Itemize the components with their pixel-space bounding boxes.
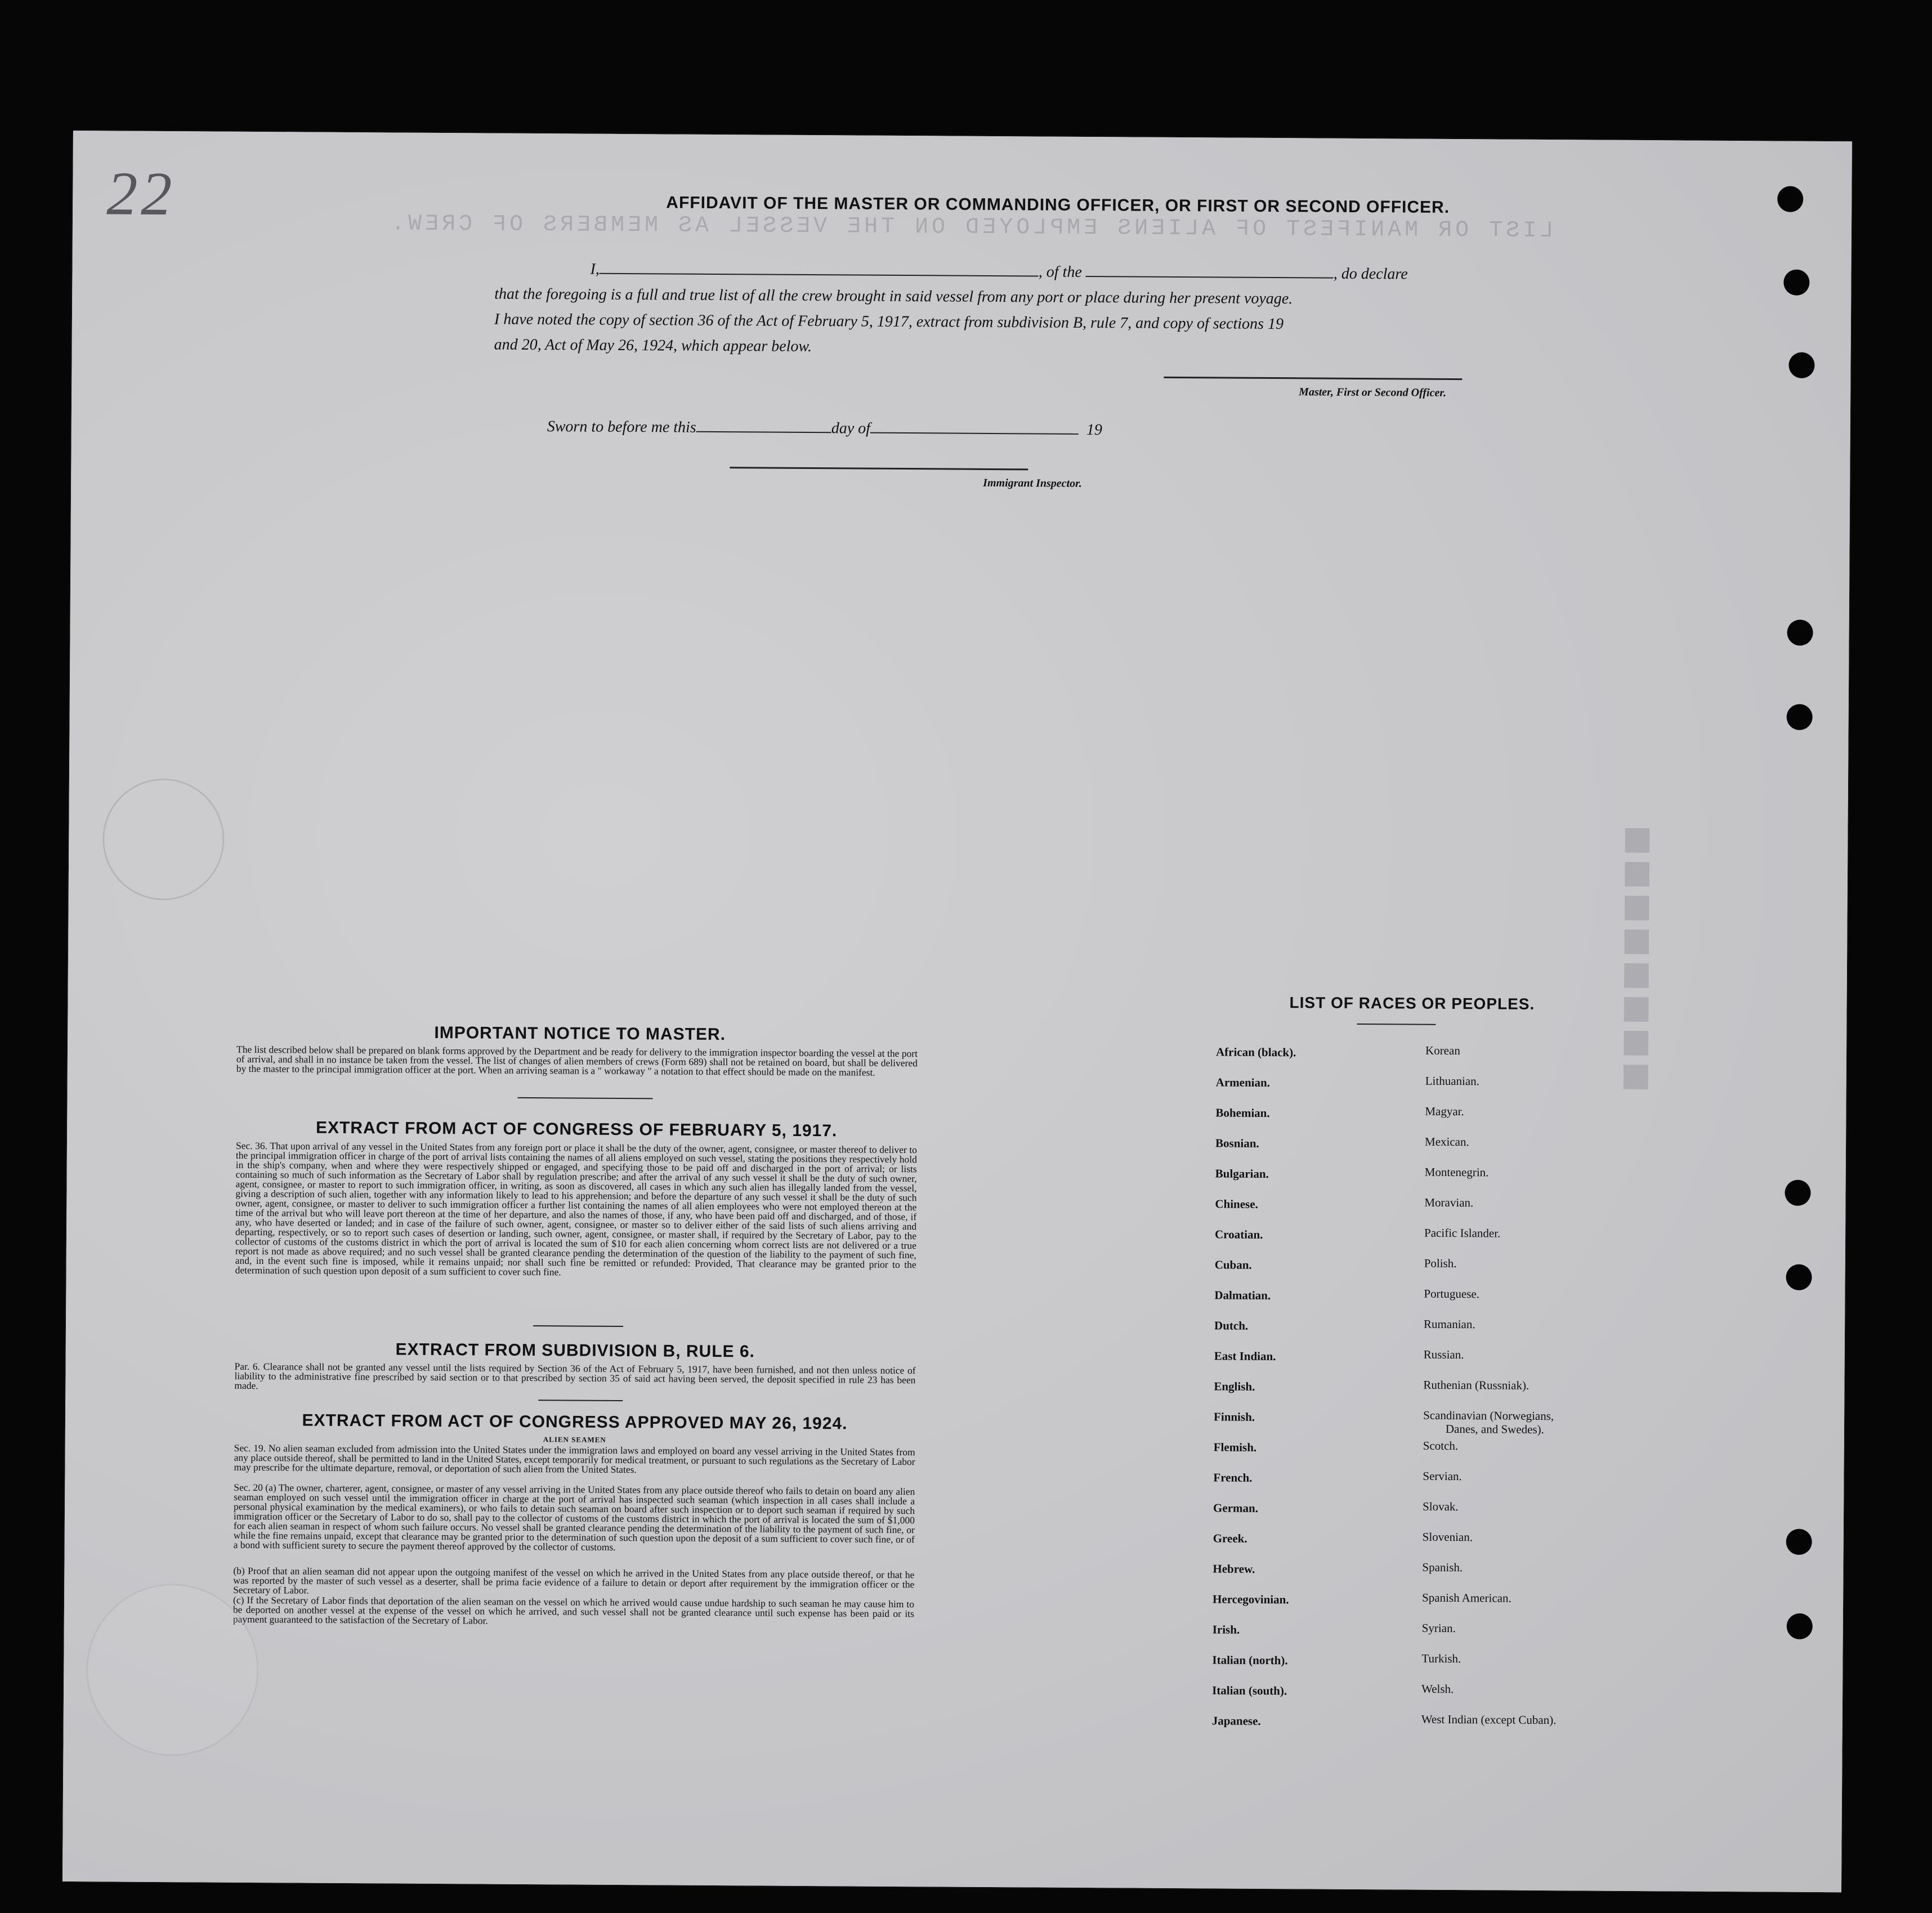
race-item: Finnish. [1214, 1410, 1255, 1424]
race-item: Magyar. [1425, 1104, 1464, 1119]
race-item: Croatian. [1214, 1227, 1263, 1241]
race-item: German. [1213, 1501, 1259, 1515]
race-item: Moravian. [1424, 1195, 1474, 1210]
race-item: Pacific Islander. [1424, 1226, 1501, 1240]
year-prefix: 19 [1086, 421, 1103, 439]
punch-hole [1786, 1529, 1812, 1555]
race-item: Hercegovinian. [1213, 1592, 1289, 1607]
extract-1924-title: EXTRACT FROM ACT OF CONGRESS APPROVED MAY 26, 1924. [302, 1411, 848, 1433]
race-item: French. [1213, 1470, 1253, 1485]
rule6-divider [538, 1400, 623, 1401]
race-item: Cuban. [1214, 1258, 1252, 1272]
race-item-continued: Danes, and Swedes). [1445, 1422, 1544, 1437]
sworn-label: Sworn to before me this [547, 418, 696, 436]
race-item: Bosnian. [1215, 1136, 1259, 1150]
affidavit-line-4: and 20, Act of May 26, 1924, which appear below. [494, 336, 812, 356]
bleed-through-header: LIST OR MANIFEST OF ALIENS EMPLOYED ON THE VESSEL AS MEMBERS OF CREW. [387, 211, 1554, 244]
race-item: Slovak. [1423, 1499, 1459, 1514]
punch-hole [1788, 352, 1814, 378]
inspector-signature-label: Immigrant Inspector. [983, 476, 1082, 490]
embossed-seal [102, 778, 225, 900]
master-signature-label: Master, First or Second Officer. [1299, 386, 1447, 399]
race-item: Bohemian. [1215, 1106, 1270, 1120]
affidavit-line-3: I have noted the copy of section 36 of the Act of February 5, 1917, extract from subdivision B, rule 7, and copy of sections 19 [494, 310, 1284, 333]
of-the-label: , of the [1038, 263, 1082, 281]
race-item: Ruthenian (Russniak). [1423, 1378, 1530, 1392]
race-item: English. [1214, 1379, 1255, 1393]
race-item: Slovenian. [1422, 1530, 1473, 1544]
extract-1917-body: Sec. 36. That upon arrival of any vessel in the United States from any foreign port or place it shall be the duty of the owner, agent, consignee, or master thereof to deliver to the principal immigration officer in charge of the port of arrival lists containing the names of all aliens employed on such vessel, stating the positions they respectively hold in the ship's company, when and where they were respectively shipped or engaged, and specifying those to be paid off and discharged in the port of arrival; or lists containing so much of such information as the Secretary of Labor shall by regulation prescribe; and after the arrival of any such vessel it shall be the duty of such owner, agent, consignee, or master to report to such immigration officer, in writing, as soon as discovered, all cases in which any such alien has illegally landed from the vessel, giving a description of such alien, together with any information likely to lead to his apprehension; and before the departure of any such vessel it shall be the duty of such owner, agent, consignee, or master to deliver to such immigration officer a further list containing the names of all alien employees who were not employed thereon at the time of the arrival but who will leave port thereon at the time of her departure, and also the names of those, if any, who have been paid off and discharged, and of those, if any, who have deserted or landed; and in case of the failure of such owner, agent, consignee, or master so to deliver either of the said lists of such aliens arriving and departing, respectively, or so to report such cases of desertion or landing, such owner, agent, consignee, or master shall, if required by the Secretary of Labor, pay to the collector of customs of the customs district in which the port of arrival is located the sum of $10 for each alien concerning whom correct lists are not delivered or a true report is not made as above required; and no such vessel shall be granted clearance pending the determination of the question of the liability to the payment of such fine, and, in the event such fine is imposed, while it remains unpaid; nor shall such fine be remitted or refunded: Provided, That clearance may be granted prior to the determination of such question upon deposit of a sum sufficient to cover such fine. [235, 1139, 918, 1278]
race-item: East Indian. [1214, 1349, 1276, 1364]
extract-1917-divider [533, 1325, 623, 1327]
sec20b-body: (b) Proof that an alien seaman did not appear upon the outgoing manifest of the vessel on which he arrived in the United States from any place outside thereof, or that he was reported by the master of such vessel as a deserter, shall be prima facie evidence of a failure to detain or deport after requirement by the immigration officer or the Secretary of Labor. [233, 1565, 915, 1596]
affidavit-line-1 [590, 261, 1541, 284]
race-item: Welsh. [1421, 1682, 1454, 1696]
punch-hole [1783, 270, 1809, 296]
race-item: Korean [1425, 1043, 1460, 1058]
extract-1917-title: EXTRACT FROM ACT OF CONGRESS OF FEBRUARY 5, 1917. [315, 1118, 838, 1141]
officer-name-blank [600, 273, 1039, 277]
race-item: Flemish. [1213, 1440, 1257, 1454]
race-item: Russian. [1423, 1347, 1464, 1362]
do-declare-label: , do declare [1333, 265, 1408, 283]
i-label: I, [590, 260, 600, 278]
race-item: Bulgarian. [1215, 1166, 1269, 1181]
race-item: Rumanian. [1424, 1317, 1475, 1331]
month-blank [870, 432, 1079, 435]
sworn-line [547, 418, 1102, 439]
punch-hole [1777, 186, 1803, 212]
race-item: Hebrew. [1213, 1562, 1255, 1576]
embossed-seal-lower [86, 1583, 259, 1756]
document-sheet [62, 131, 1852, 1892]
sec20a-body: Sec. 20 (a) The owner, charterer, agent, consignee, or master of any vessel arriving in the United States from any place outside thereof who fails to detain on board any alien seaman employed on such vessel until the immigration officer in charge at the port of arrival has inspected such seaman (which inspection in all cases shall include a personal physical examination by the medical examiners), or who fails to detain such seaman on board after such inspection or to deport such seaman if required by such immigration officer or the Secretary of Labor to do so, shall pay to the collector of customs of the customs district in which the port of arrival is located the sum of $1,000 for each alien seaman in respect of whom such failure occurs. No vessel shall be granted clearance pending the determination of the liability to the payment of such fine, or while the fine remains unpaid, except that clearance may be granted prior to the determination of such question upon the deposit of a sum sufficient to cover such fine, or of a bond with sufficient surety to secure the payment thereof approved by the collector of customs. [233, 1481, 915, 1553]
race-item: Syrian. [1421, 1621, 1456, 1635]
day-blank [696, 431, 831, 433]
rule6-title: EXTRACT FROM SUBDIVISION B, RULE 6. [395, 1340, 755, 1361]
race-item: Greek. [1213, 1531, 1247, 1545]
race-item: Japanese. [1211, 1714, 1261, 1728]
race-item: Portuguese. [1424, 1286, 1480, 1301]
bleed-through-stamp: ■■■■■■■■ [1609, 821, 1669, 1093]
notice-title: IMPORTANT NOTICE TO MASTER. [434, 1023, 726, 1044]
race-item: Armenian. [1215, 1075, 1271, 1090]
race-item: Italian (north). [1212, 1653, 1288, 1668]
rule6-body: Par. 6. Clearance shall not be granted any vessel until the lists required by Section 36 of the Act of February 5, 1917, have been furnished, and not then unless notice of liability to the administrative fine prescribed by said section or to that prescribed by section 35 of said act having been served, the deposit specified in rule 23 has been made. [234, 1360, 916, 1392]
inspector-signature-line [730, 467, 1028, 470]
races-title: LIST OF RACES OR PEOPLES. [1289, 994, 1535, 1013]
extract-1924-subtitle: ALIEN SEAMEN [543, 1435, 606, 1444]
races-divider [1357, 1023, 1435, 1025]
punch-hole [1786, 1264, 1812, 1290]
position-blank [1086, 276, 1334, 279]
sec20c-body: (c) If the Secretary of Labor finds that deportation of the alien seaman on the vessel on which he arrived would cause undue hardship to such seaman he may cause him to be deported on another vessel at the expense of the vessel on which he arrived, and such vessel shall not be granted clearance until such expense has been paid or its payment guaranteed to the satisfaction of the Secretary of Labor. [232, 1594, 915, 1626]
punch-hole [1787, 620, 1813, 646]
race-item: Lithuanian. [1425, 1074, 1480, 1088]
affidavit-title: AFFIDAVIT OF THE MASTER OR COMMANDING OFFICER, OR FIRST OR SECOND OFFICER. [666, 193, 1450, 217]
race-item: Scotch. [1423, 1438, 1459, 1453]
race-item: Dutch. [1214, 1318, 1249, 1333]
punch-hole [1785, 1180, 1810, 1206]
race-item: Irish. [1212, 1623, 1240, 1637]
race-item: Chinese. [1215, 1197, 1258, 1211]
page-number: 22 [106, 159, 176, 229]
race-item: Dalmatian. [1214, 1288, 1271, 1303]
sec19-body: Sec. 19. No alien seaman excluded from admission into the United States under the immigration laws and employed on board any vessel arriving in the United States from any place outside thereof, shall be permitted to land in the United States, except temporarily for medical treatment, or pursuant to such regulations as the Secretary of Labor may prescribe for the ultimate departure, removal, or deportation of such alien from the United States. [234, 1442, 915, 1476]
race-item: Polish. [1424, 1256, 1457, 1271]
notice-body: The list described below shall be prepared on blank forms approved by the Department and be ready for delivery to the immigration inspector boarding the vessel at the port of arrival, and shall in no instance be taken from the vessel. The list of changes of alien members of crews (Form 689) shall not be retained on board, but shall be delivered by the master to the principal immigration officer at the port. When an arriving seaman is a " workaway " a notation to that effect should be made on the manifest. [236, 1043, 918, 1078]
race-item: Spanish American. [1422, 1590, 1511, 1605]
race-item: Spanish. [1422, 1560, 1463, 1575]
race-item: Italian (south). [1212, 1683, 1287, 1698]
race-item: Scandinavian (Norwegians, [1423, 1408, 1554, 1423]
day-of-label: day of [831, 419, 871, 437]
race-item: Servian. [1423, 1469, 1462, 1483]
race-item: Montenegrin. [1424, 1165, 1489, 1179]
master-signature-line [1164, 377, 1462, 380]
notice-divider [518, 1097, 653, 1099]
affidavit-line-2: that the foregoing is a full and true list of all the crew brought in said vessel from any port or place during her present voyage. [494, 285, 1293, 308]
race-item: Mexican. [1425, 1134, 1469, 1149]
race-item: Turkish. [1421, 1651, 1461, 1666]
punch-hole [1787, 1613, 1813, 1639]
punch-hole [1787, 704, 1813, 730]
race-item: West Indian (except Cuban). [1421, 1712, 1557, 1727]
race-item: African (black). [1215, 1045, 1296, 1060]
